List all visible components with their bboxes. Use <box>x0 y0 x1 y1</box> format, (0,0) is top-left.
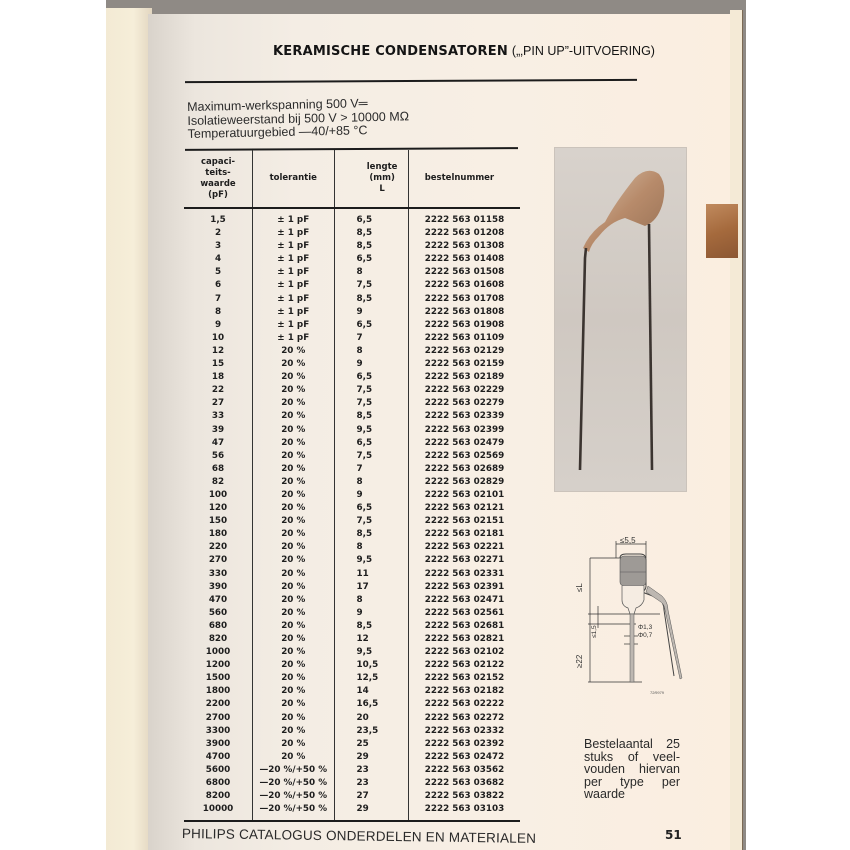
tolerance-cell: 20 % <box>253 633 334 646</box>
table-row <box>184 358 520 371</box>
length-cell: 9 <box>334 607 408 620</box>
length-cell: 8 <box>334 594 408 607</box>
length-cell: 9,5 <box>334 646 408 659</box>
length-cell: 6,5 <box>334 208 408 227</box>
page-stack-edge <box>730 10 743 850</box>
capacitance-cell: 47 <box>211 437 225 448</box>
length-cell: 20 <box>334 712 408 725</box>
capacitance-cell: 1000 <box>205 647 231 658</box>
capacitance-cell: 100 <box>208 489 228 500</box>
table-row <box>184 345 520 358</box>
specifications <box>187 96 409 141</box>
capacitance-cell: 1500 <box>205 673 231 684</box>
capacitance-cell: 10000 <box>184 803 253 821</box>
length-cell: 8,5 <box>334 620 408 633</box>
tolerance-cell: 20 % <box>253 738 334 751</box>
tolerance-cell: 20 % <box>253 698 334 711</box>
capacitor-dimension-icon <box>570 536 700 686</box>
table-row <box>184 476 520 489</box>
table-row <box>184 332 520 345</box>
table-row <box>184 424 520 437</box>
dim-width-label: ≤5,5 <box>620 536 636 545</box>
header-length: lengte (mm) L <box>334 150 408 208</box>
table-row <box>184 541 520 554</box>
table-row <box>184 279 520 292</box>
page-title <box>273 42 655 59</box>
order-number-cell: 2222 563 02479 <box>408 437 520 450</box>
header-tolerance: tolerantie <box>253 150 334 208</box>
capacitance-cell: 820 <box>208 634 228 644</box>
order-number-cell: 2222 563 01608 <box>408 279 520 292</box>
order-number-cell: 2222 563 03562 <box>408 764 520 777</box>
length-cell: 23 <box>334 777 408 790</box>
capacitance-cell: 1800 <box>205 686 231 697</box>
capacitor-photo <box>555 148 686 491</box>
capacitance-cell: 27 <box>211 398 225 409</box>
capacitance-cell: 6 <box>214 280 222 291</box>
order-number-cell: 2222 563 02151 <box>408 515 520 528</box>
length-cell: 7 <box>334 332 408 345</box>
tolerance-cell: 20 % <box>253 358 334 371</box>
length-cell: 8 <box>334 345 408 358</box>
tolerance-cell: 20 % <box>253 541 334 554</box>
order-number-cell: 2222 563 01408 <box>408 253 520 266</box>
tolerance-cell: —20 %/+50 % <box>253 790 334 803</box>
order-number-cell: 2222 563 02129 <box>408 345 520 358</box>
title-suffix: („‚PIN UP”-UITVOERING) <box>511 44 655 58</box>
length-cell: 8 <box>334 541 408 554</box>
length-cell: 7 <box>334 463 408 476</box>
table-row <box>184 293 520 306</box>
tolerance-cell: 20 % <box>253 450 334 463</box>
capacitance-cell: 4 <box>214 254 222 265</box>
table-row <box>184 620 520 633</box>
title-main: KERAMISCHE CONDENSATOREN <box>273 44 508 59</box>
length-cell: 8,5 <box>334 240 408 253</box>
capacitance-cell: 150 <box>208 516 228 527</box>
capacitance-cell: 3900 <box>205 738 231 749</box>
order-number-cell: 2222 563 01158 <box>408 208 520 227</box>
tolerance-cell: 20 % <box>253 515 334 528</box>
order-number-cell: 2222 563 02152 <box>408 672 520 685</box>
capacitance-cell: 180 <box>208 529 228 540</box>
tolerance-cell: 20 % <box>253 528 334 541</box>
tolerance-cell: 20 % <box>253 397 334 410</box>
tolerance-cell: ± 1 pF <box>253 253 334 266</box>
order-number-cell: 2222 563 02121 <box>408 502 520 515</box>
capacitance-cell: 68 <box>211 463 225 474</box>
length-cell: 8,5 <box>334 528 408 541</box>
order-number-cell: 2222 563 02339 <box>408 410 520 423</box>
capacitor-image-icon <box>555 148 686 491</box>
table-row <box>184 712 520 725</box>
capacitance-cell: 1,5 <box>210 215 226 225</box>
left-page-edge <box>106 8 152 850</box>
order-number-cell: 2222 563 02392 <box>408 738 520 751</box>
length-cell: 12 <box>334 633 408 646</box>
table-row <box>184 208 520 227</box>
order-number-cell: 2222 563 02331 <box>408 568 520 581</box>
table-row <box>184 738 520 751</box>
capacitance-cell: 18 <box>211 372 225 383</box>
order-number-cell: 2222 563 02272 <box>408 712 520 725</box>
capacitance-cell: 5 <box>214 267 222 278</box>
table-row <box>184 437 520 450</box>
order-number-cell: 2222 563 02271 <box>408 554 520 567</box>
capacitance-cell: 2200 <box>205 699 231 710</box>
length-cell: 8,5 <box>334 410 408 423</box>
tolerance-cell: ± 1 pF <box>253 279 334 292</box>
tolerance-cell: 20 % <box>253 463 334 476</box>
order-number-cell: 2222 563 01908 <box>408 319 520 332</box>
order-number-cell: 2222 563 01308 <box>408 240 520 253</box>
table-row <box>184 581 520 594</box>
order-number-cell: 2222 563 02279 <box>408 397 520 410</box>
length-cell: 23 <box>334 764 408 777</box>
tolerance-cell: —20 %/+50 % <box>253 803 334 821</box>
tolerance-cell: 20 % <box>253 371 334 384</box>
order-number-cell: 2222 563 02182 <box>408 685 520 698</box>
spec-insulation: Isolatieweerstand bij 500 V > 10000 MΩ <box>187 108 410 128</box>
tolerance-cell: ± 1 pF <box>253 208 334 227</box>
order-number-cell: 2222 563 02689 <box>408 463 520 476</box>
order-number-cell: 2222 563 03682 <box>408 777 520 790</box>
order-number-cell: 2222 563 02102 <box>408 646 520 659</box>
length-cell: 8 <box>334 266 408 279</box>
table-row <box>184 554 520 567</box>
order-number-cell: 2222 563 02101 <box>408 489 520 502</box>
length-cell: 8,5 <box>334 293 408 306</box>
table-row <box>184 306 520 319</box>
table-row <box>184 253 520 266</box>
length-cell: 12,5 <box>334 672 408 685</box>
tolerance-cell: ± 1 pF <box>253 293 334 306</box>
table-row <box>184 240 520 253</box>
capacitance-cell: 2700 <box>205 712 231 723</box>
length-cell: 9 <box>334 306 408 319</box>
order-number-cell: 2222 563 02229 <box>408 384 520 397</box>
table-body <box>184 208 520 821</box>
tolerance-cell: ± 1 pF <box>253 332 334 345</box>
dim-length-label: ≤L <box>575 583 584 592</box>
table-row <box>184 397 520 410</box>
order-quantity-note: Bestelaantal 25 stuks of veel-vouden hiervan per type per waarde <box>584 737 680 801</box>
order-number-cell: 2222 563 01208 <box>408 227 520 240</box>
table-row <box>184 672 520 685</box>
table-row <box>184 790 520 803</box>
order-number-cell: 2222 563 01708 <box>408 293 520 306</box>
capacitance-cell: 680 <box>208 620 228 631</box>
capacitor-table <box>184 150 520 822</box>
length-cell: 7,5 <box>334 397 408 410</box>
tolerance-cell: 20 % <box>253 554 334 567</box>
tolerance-cell: 20 % <box>253 424 334 437</box>
tolerance-cell: ± 1 pF <box>253 240 334 253</box>
order-number-cell: 2222 563 02471 <box>408 594 520 607</box>
length-cell: 10,5 <box>334 659 408 672</box>
table-header-row <box>184 150 520 208</box>
order-number-cell: 2222 563 02221 <box>408 541 520 554</box>
order-number-cell: 2222 563 02391 <box>408 581 520 594</box>
tolerance-cell: 20 % <box>253 476 334 489</box>
tolerance-cell: 20 % <box>253 437 334 450</box>
capacitance-cell: 4700 <box>205 751 231 762</box>
spec-max-voltage: Maximum-werkspanning 500 V═ <box>186 96 368 114</box>
table-row <box>184 607 520 620</box>
order-number-cell: 2222 563 02222 <box>408 698 520 711</box>
table-row <box>184 698 520 711</box>
table-row <box>184 489 520 502</box>
table-row <box>184 594 520 607</box>
length-cell: 9 <box>334 489 408 502</box>
table-row <box>184 685 520 698</box>
dim-lead-length-label: ≥22 <box>575 654 584 668</box>
capacitance-cell: 6800 <box>205 778 231 789</box>
order-number-cell: 2222 563 02181 <box>408 528 520 541</box>
table-row <box>184 568 520 581</box>
order-number-cell: 2222 563 01808 <box>408 306 520 319</box>
order-number-cell: 2222 563 01508 <box>408 266 520 279</box>
length-cell: 6,5 <box>334 502 408 515</box>
order-number-cell: 2222 563 02159 <box>408 358 520 371</box>
drawing-code: 72⁄9979 <box>650 690 665 695</box>
tolerance-cell: 20 % <box>253 646 334 659</box>
tolerance-cell: ± 1 pF <box>253 319 334 332</box>
tolerance-cell: 20 % <box>253 607 334 620</box>
order-number-cell: 2222 563 02399 <box>408 424 520 437</box>
table-row <box>184 266 520 279</box>
tolerance-cell: —20 %/+50 % <box>253 764 334 777</box>
capacitance-cell: 56 <box>211 450 225 461</box>
length-cell: 9,5 <box>334 424 408 437</box>
length-cell: 6,5 <box>334 319 408 332</box>
capacitance-cell: 33 <box>211 411 225 422</box>
catalog-footer: PHILIPS CATALOGUS ONDERDELEN EN MATERIALEN <box>181 826 537 846</box>
order-number-cell: 2222 563 03822 <box>408 790 520 803</box>
tolerance-cell: ± 1 pF <box>253 266 334 279</box>
spec-temperature: Temperatuurgebied —40/+85 °C <box>187 123 368 141</box>
header-capacitance: capaci- teits- waarde (pF) <box>184 150 253 208</box>
length-cell: 8 <box>334 476 408 489</box>
capacitance-cell: 470 <box>208 594 228 605</box>
length-cell: 7,5 <box>334 515 408 528</box>
tolerance-cell: ± 1 pF <box>253 306 334 319</box>
length-cell: 7,5 <box>334 450 408 463</box>
length-cell: 6,5 <box>334 371 408 384</box>
length-cell: 27 <box>334 790 408 803</box>
capacitance-cell: 5600 <box>205 764 231 775</box>
table-row <box>184 463 520 476</box>
tolerance-cell: 20 % <box>253 568 334 581</box>
table-row <box>184 646 520 659</box>
order-number-cell: 2222 563 02122 <box>408 659 520 672</box>
length-cell: 17 <box>334 581 408 594</box>
order-number-cell: 2222 563 02472 <box>408 751 520 764</box>
table-row <box>184 227 520 240</box>
capacitance-cell: 330 <box>208 568 228 579</box>
order-number-cell: 2222 563 02821 <box>408 633 520 646</box>
tolerance-cell: 20 % <box>253 410 334 423</box>
capacitance-cell: 120 <box>208 503 228 514</box>
page-number: 51 <box>665 828 682 842</box>
length-cell: 23,5 <box>334 725 408 738</box>
length-cell: 8,5 <box>334 227 408 240</box>
table-row <box>184 384 520 397</box>
order-number-cell: 2222 563 02561 <box>408 607 520 620</box>
capacitance-cell: 82 <box>211 476 225 487</box>
table-row <box>184 371 520 384</box>
capacitance-cell: 560 <box>208 607 228 618</box>
capacitance-cell: 390 <box>208 581 228 592</box>
length-cell: 9,5 <box>334 554 408 567</box>
tolerance-cell: —20 %/+50 % <box>253 777 334 790</box>
table-row <box>184 633 520 646</box>
tolerance-cell: 20 % <box>253 620 334 633</box>
capacitance-cell: 1200 <box>205 660 231 671</box>
table-row <box>184 751 520 764</box>
capacitance-cell: 3300 <box>205 725 231 736</box>
tolerance-cell: 20 % <box>253 685 334 698</box>
capacitance-cell: 39 <box>211 424 225 435</box>
length-cell: 7,5 <box>334 384 408 397</box>
dim-diameter-2-label: Φ0,7 <box>638 632 653 639</box>
table-row <box>184 725 520 738</box>
table-row <box>184 777 520 790</box>
order-number-cell: 2222 563 02829 <box>408 476 520 489</box>
dimension-drawing <box>570 536 700 686</box>
length-cell: 29 <box>334 803 408 821</box>
order-number-cell: 2222 563 02332 <box>408 725 520 738</box>
table-row <box>184 502 520 515</box>
length-cell: 29 <box>334 751 408 764</box>
dim-diameter-1-label: Φ1,3 <box>638 624 653 631</box>
order-number-cell: 2222 563 03103 <box>408 803 520 821</box>
table-row <box>184 319 520 332</box>
dim-offset-label: ≤1,5 <box>591 625 598 638</box>
capacitance-cell: 22 <box>211 385 225 396</box>
tolerance-cell: 20 % <box>253 672 334 685</box>
length-cell: 6,5 <box>334 437 408 450</box>
length-cell: 14 <box>334 685 408 698</box>
tolerance-cell: 20 % <box>253 581 334 594</box>
capacitance-cell: 10 <box>211 332 225 343</box>
capacitance-cell: 15 <box>211 359 225 370</box>
tolerance-cell: 20 % <box>253 502 334 515</box>
order-number-cell: 2222 563 02569 <box>408 450 520 463</box>
order-number-cell: 2222 563 02681 <box>408 620 520 633</box>
tolerance-cell: 20 % <box>253 725 334 738</box>
capacitance-cell: 270 <box>208 555 228 566</box>
tolerance-cell: ± 1 pF <box>253 227 334 240</box>
capacitance-cell: 220 <box>208 542 228 553</box>
capacitance-cell: 3 <box>214 241 222 252</box>
capacitance-cell: 8 <box>214 306 222 317</box>
tolerance-cell: 20 % <box>253 384 334 397</box>
tolerance-cell: 20 % <box>253 712 334 725</box>
table-row <box>184 528 520 541</box>
tolerance-cell: 20 % <box>253 659 334 672</box>
table-row <box>184 764 520 777</box>
length-cell: 11 <box>334 568 408 581</box>
tolerance-cell: 20 % <box>253 594 334 607</box>
table-row <box>184 410 520 423</box>
table-row <box>184 803 520 821</box>
table-row <box>184 515 520 528</box>
header-order-number: bestelnummer <box>408 150 520 208</box>
order-number-cell: 2222 563 02189 <box>408 371 520 384</box>
order-number-cell: 2222 563 01109 <box>408 332 520 345</box>
table-row <box>184 659 520 672</box>
capacitance-cell: 8200 <box>205 791 231 802</box>
index-tab <box>706 204 738 258</box>
length-cell: 25 <box>334 738 408 751</box>
capacitance-cell: 9 <box>214 319 222 330</box>
capacitance-cell: 2 <box>214 228 222 239</box>
length-cell: 16,5 <box>334 698 408 711</box>
capacitance-cell: 7 <box>214 293 222 304</box>
length-cell: 7,5 <box>334 279 408 292</box>
table-row <box>184 450 520 463</box>
tolerance-cell: 20 % <box>253 751 334 764</box>
length-cell: 9 <box>334 358 408 371</box>
capacitance-cell: 12 <box>211 345 225 356</box>
tolerance-cell: 20 % <box>253 489 334 502</box>
tolerance-cell: 20 % <box>253 345 334 358</box>
length-cell: 6,5 <box>334 253 408 266</box>
